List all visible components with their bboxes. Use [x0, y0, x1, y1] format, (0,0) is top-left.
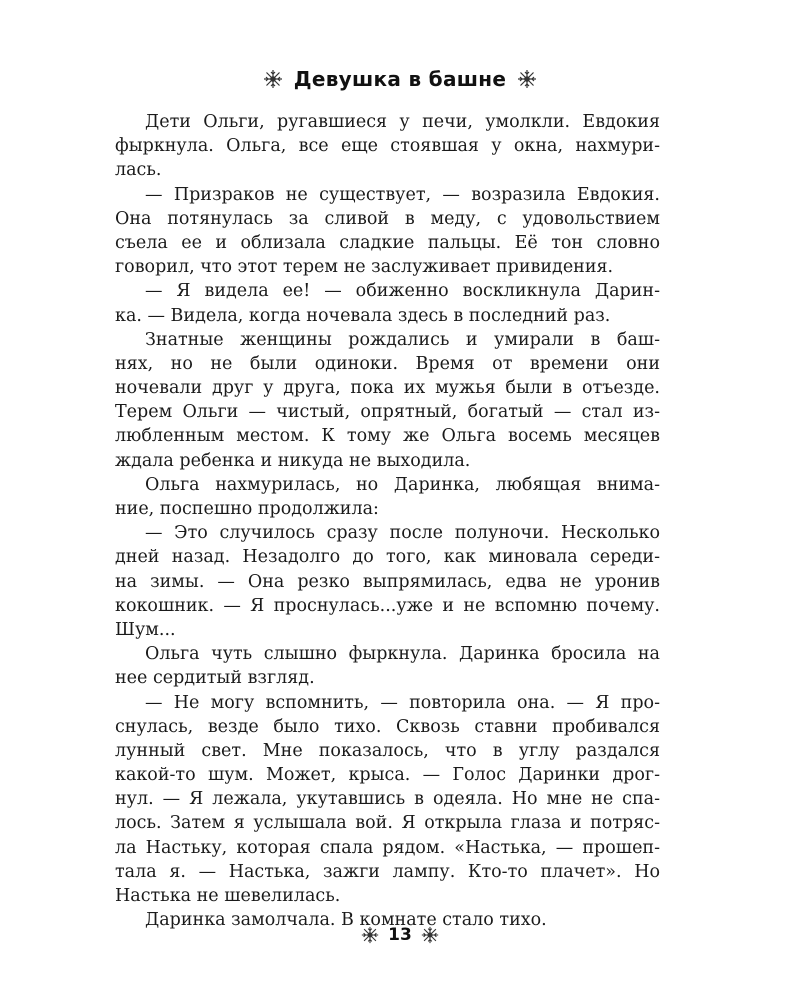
text-line: фыркнула. Ольга, все еще стоявшая у окна, нахмури- — [115, 136, 660, 157]
text-line: Она потянулась за сливой в меду, с удовольствием — [115, 208, 660, 229]
page-number: 13 — [388, 925, 412, 945]
text-line: тала я. — Настька, зажги лампу. Кто-то плачет». Но — [115, 861, 660, 882]
text-line: кокошник. — Я проснулась...уже и не вспомню почему. — [115, 595, 660, 616]
text-line: нее сердитый взгляд. — [115, 668, 315, 689]
text-line: снулась, везде было тихо. Сквозь ставни пробивался — [115, 716, 660, 737]
text-line: на зимы. — Она резко выпрямилась, едва не уронив — [115, 571, 660, 592]
text-line: лось. Затем я услышала вой. Я открыла глаза и потряс- — [115, 813, 660, 834]
page-footer — [0, 922, 800, 948]
text-line: ние, поспешно продолжила: — [115, 499, 379, 519]
text-line: Дети Ольги, ругавшиеся у печи, умолкли. Евдокия — [145, 112, 660, 132]
body-text — [115, 110, 660, 932]
text-line: — Я видела ее! — обиженно воскликнула Дарин- — [145, 281, 660, 302]
text-line: Шум... — [115, 619, 176, 640]
text-line: нях, но не были одиноки. Время от времени они — [115, 353, 660, 374]
chapter-title: Девушка в башне — [293, 67, 507, 91]
snowflake-ornament-icon — [420, 925, 440, 945]
text-line: ждала ребенка и никуда не выходила. — [115, 450, 471, 471]
snowflake-ornament-icon — [360, 925, 380, 945]
text-line: — Это случилось сразу после полуночи. Несколько — [145, 523, 660, 544]
text-line: Ольга нахмурилась, но Даринка, любящая внима- — [145, 474, 660, 495]
running-header — [0, 64, 800, 94]
text-line: ка. — Видела, когда ночевала здесь в последний раз. — [115, 305, 611, 326]
text-line: лась. — [115, 160, 162, 181]
text-line: говорил, что этот терем не заслуживает привидения. — [115, 257, 614, 278]
text-line: Настька не шевелилась. — [115, 886, 341, 906]
text-line: Знатные женщины рождались и умирали в баш- — [145, 329, 660, 350]
text-line: — Призраков не существует, — возразила Евдокия. — [145, 184, 660, 205]
text-line: нул. — Я лежала, укутавшись в одеяла. Но мне не спа- — [115, 789, 660, 810]
text-line: ла Настьку, которая спала рядом. «Настька, — прошеп- — [115, 837, 660, 858]
text-line: — Не могу вспомнить, — повторила она. — Я про- — [145, 692, 660, 713]
text-line: дней назад. Незадолго до того, как миновала середи- — [115, 547, 660, 568]
text-line: какой-то шум. Может, крыса. — Голос Даринки дрог- — [115, 765, 660, 786]
text-line: съела ее и облизала сладкие пальцы. Её тон словно — [115, 232, 660, 253]
snowflake-ornament-icon — [262, 68, 284, 90]
text-line: Даринка замолчала. В комнате стало тихо. — [145, 910, 547, 931]
snowflake-ornament-icon — [516, 68, 538, 90]
text-line: ночевали друг у друга, пока их мужья были в отъезде. — [115, 378, 660, 399]
text-line: любленным местом. К тому же Ольга восемь месяцев — [115, 426, 660, 447]
text-line: Ольга чуть слышно фыркнула. Даринка бросила на — [145, 644, 660, 665]
text-line: Терем Ольги — чистый, опрятный, богатый — стал из- — [115, 402, 660, 423]
text-line: лунный свет. Мне показалось, что в углу раздался — [115, 740, 660, 761]
